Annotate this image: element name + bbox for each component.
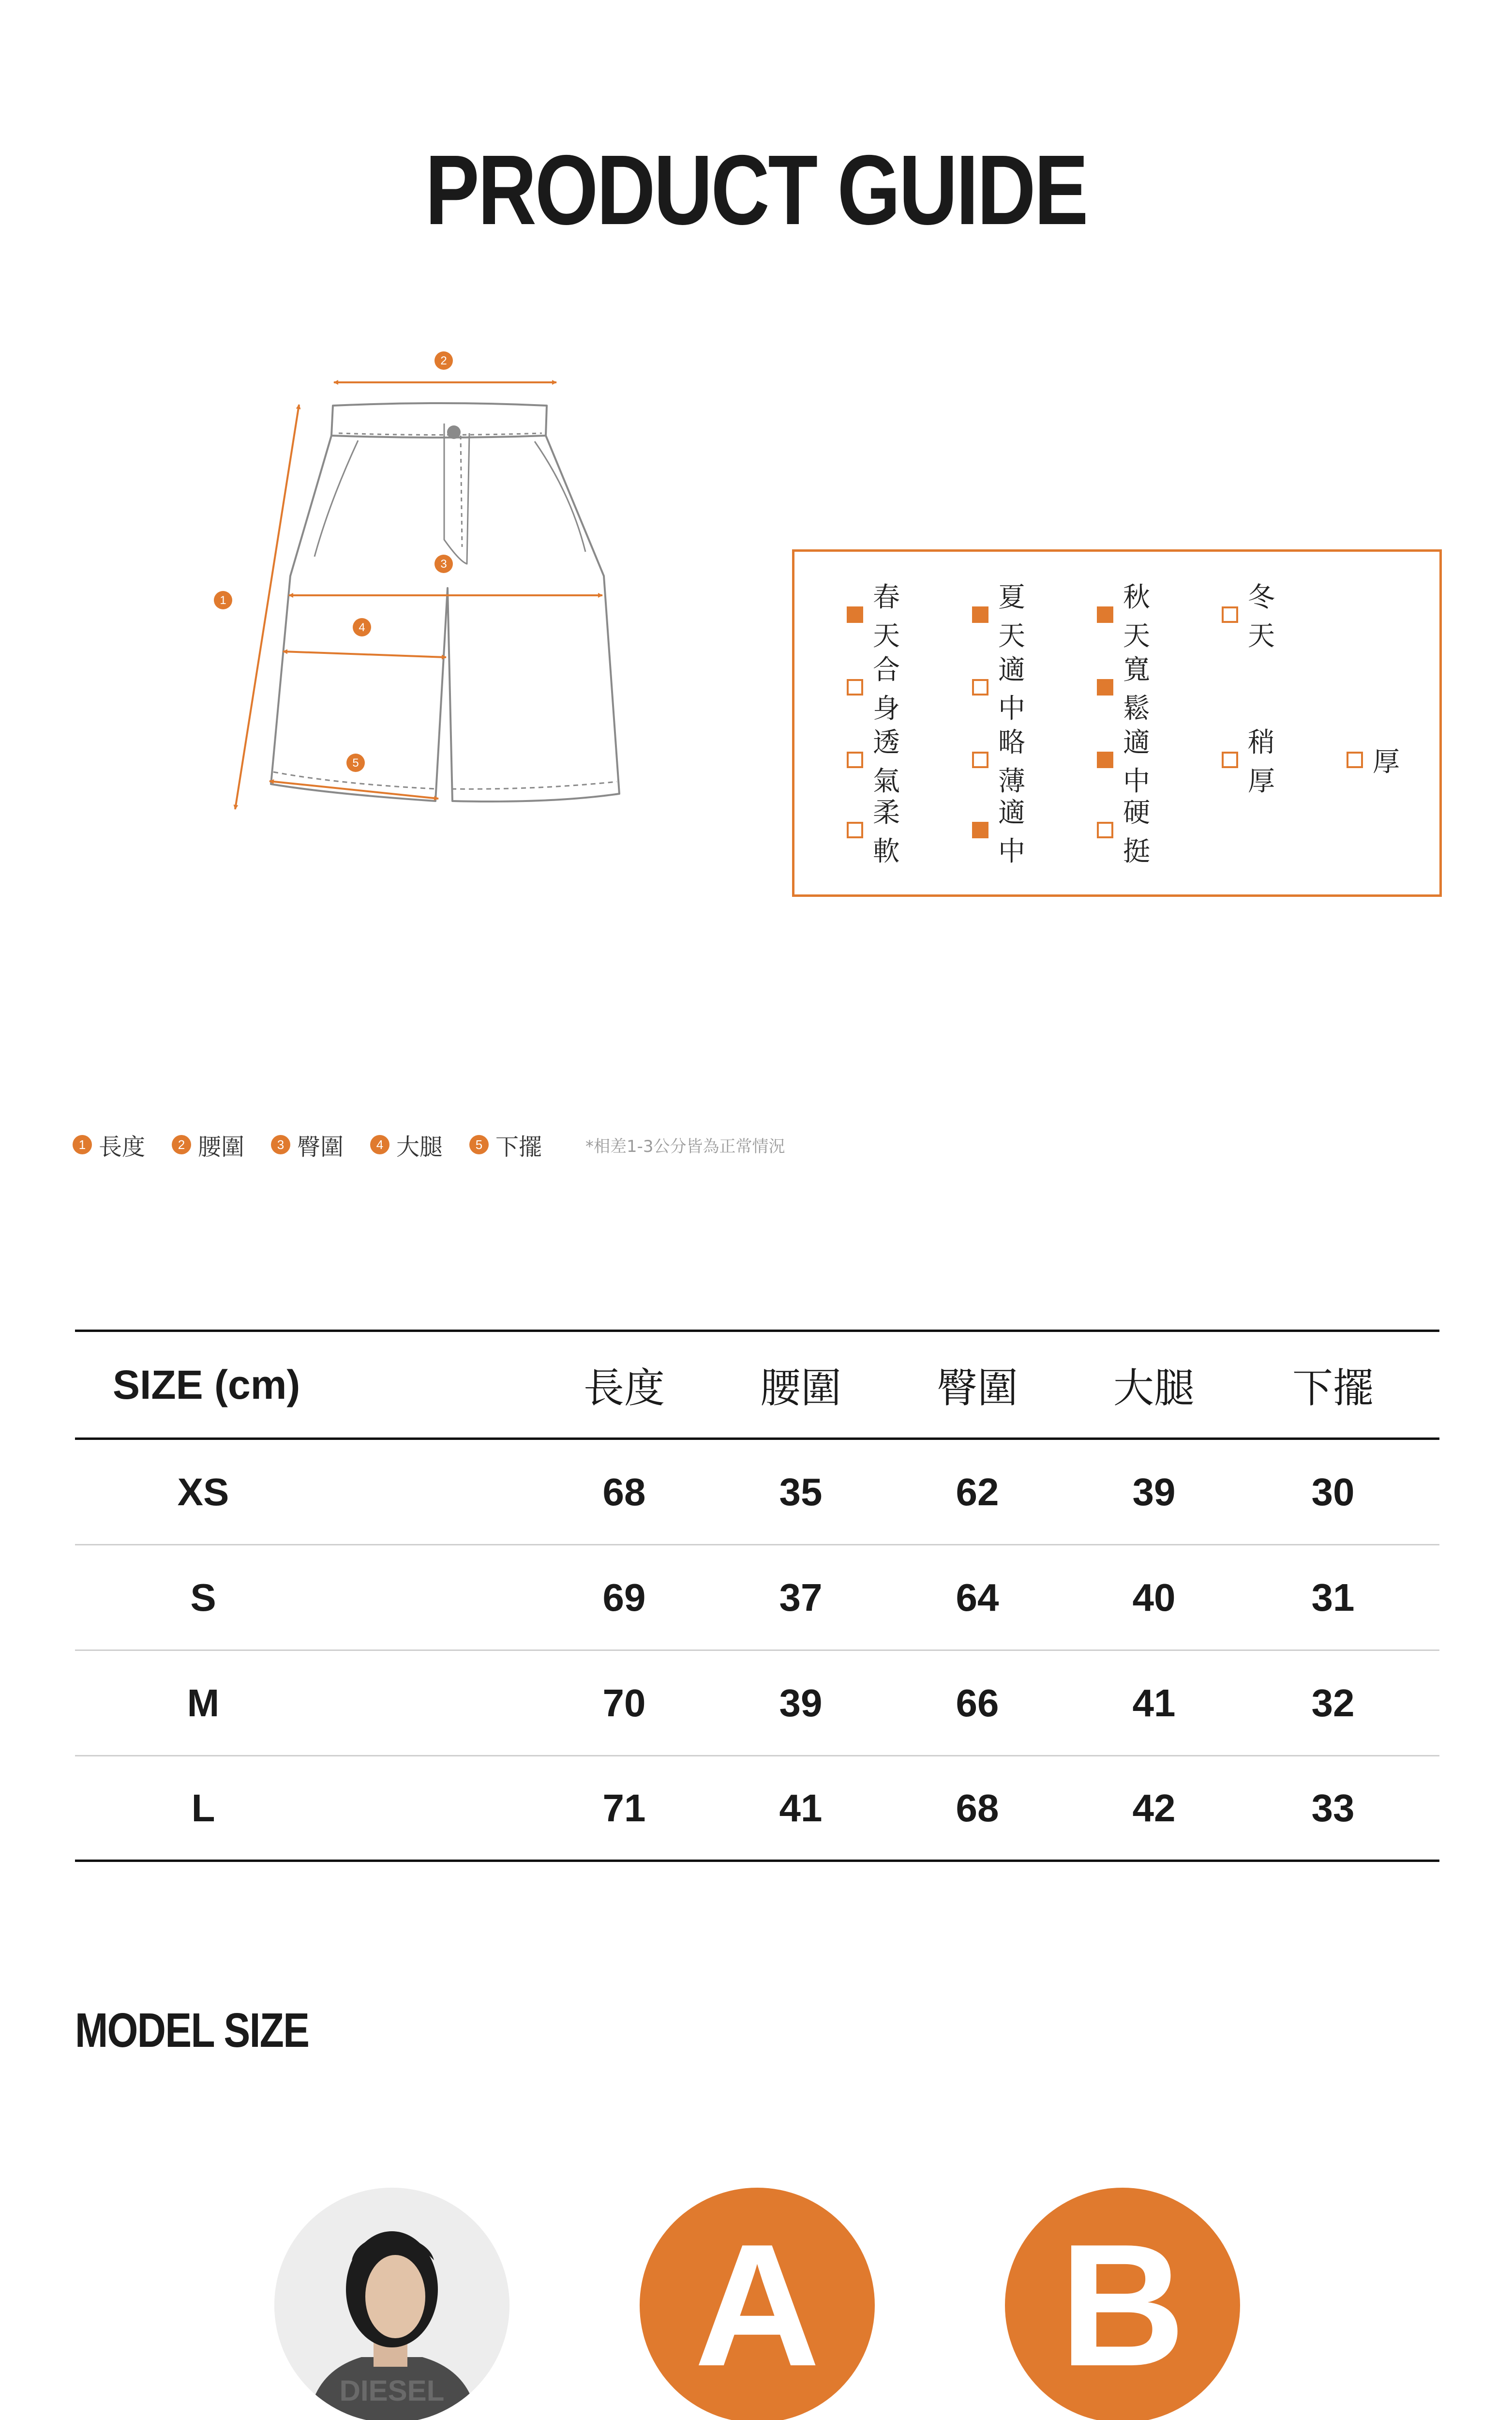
table-cell: 66 [956,1681,999,1724]
checkbox-icon [972,752,988,768]
table-cell: 35 [779,1470,823,1513]
feature-label: 夏天 [998,582,1025,652]
checkbox-icon [847,679,863,696]
table-cell: 69 [602,1575,646,1619]
feature-label: 冬天 [1248,582,1275,652]
table-cell: 40 [1132,1575,1176,1619]
checkbox-icon [1097,606,1113,623]
legend-item-hip [271,1128,344,1162]
feature-item [847,727,900,797]
checkbox-icon [972,679,988,696]
table-row [75,1651,1439,1756]
svg-text:4: 4 [359,621,365,634]
table-row [75,1545,1439,1651]
legend-label: 臀圍 [297,1133,344,1161]
table-row [75,1440,1439,1545]
table-cell: 64 [956,1575,999,1619]
svg-text:DIESEL: DIESEL [339,2375,445,2407]
feature-item [1097,582,1150,652]
model-avatar-a: A [640,2188,875,2420]
legend-item-thigh [370,1128,443,1162]
checkbox-icon [1097,752,1113,768]
model-avatar-b: B [1005,2188,1240,2420]
feature-item [1097,654,1150,725]
feature-item [972,797,1025,867]
feature-item [972,727,1025,797]
legend-label: 下擺 [495,1133,542,1161]
feature-item [847,797,900,867]
checkbox-icon [1097,822,1113,838]
checkbox-icon [1347,752,1363,768]
feature-item [847,582,900,652]
feature-label: 秋天 [1123,582,1150,652]
table-cell: M [187,1681,220,1724]
shorts-measurement-diagram [203,334,639,837]
table-row [75,1756,1439,1862]
tolerance-note: *相差1-3公分皆為正常情況 [585,1136,785,1156]
number-badge: 2 [172,1135,191,1154]
table-cell: 41 [1132,1681,1176,1724]
table-cell: 62 [956,1470,999,1513]
number-badge: 3 [271,1135,290,1154]
svg-text:5: 5 [352,756,359,770]
feature-item [1347,741,1400,779]
marker-3 [434,555,453,573]
marker-5 [346,754,365,772]
table-cell: 68 [602,1470,646,1513]
table-header: 腰圍 [760,1364,841,1412]
table-header: SIZE (cm) [113,1361,300,1407]
feature-label: 稍厚 [1248,727,1275,797]
feature-item [1222,582,1275,652]
feature-label: 透氣 [873,727,900,797]
feature-item [847,654,900,725]
legend-item-waist [172,1128,244,1162]
size-table [75,1330,1439,1862]
marker-2 [434,351,453,370]
feature-label: 寬鬆 [1123,654,1150,725]
model-size-heading: MODEL SIZE [75,2003,309,2057]
number-badge: 1 [73,1135,92,1154]
checkbox-icon [1222,606,1238,623]
svg-text:2: 2 [440,354,447,367]
marker-4 [353,618,371,636]
table-header-row [75,1330,1439,1440]
feature-label: 厚 [1373,746,1400,778]
table-cell: XS [177,1470,229,1513]
legend-label: 大腿 [396,1133,443,1161]
feature-label: 適中 [1123,727,1150,797]
table-header: 長度 [583,1364,665,1412]
feature-label: 柔軟 [873,797,900,867]
table-cell: 71 [602,1786,646,1830]
feature-label: 略薄 [998,727,1025,797]
measurement-legend [73,1128,1040,1162]
model-photo [274,2188,509,2420]
feature-checklist [792,549,1442,897]
feature-label: 適中 [998,797,1025,867]
feature-label: 春天 [873,582,900,652]
table-cell: 39 [779,1681,823,1724]
number-badge: 5 [469,1135,489,1154]
svg-text:3: 3 [440,558,447,571]
feature-label: 合身 [873,654,900,725]
button-icon [447,425,461,439]
table-cell: 42 [1132,1786,1176,1830]
legend-label: 腰圍 [198,1133,245,1161]
table-cell: 68 [956,1786,999,1830]
checkbox-icon [972,822,988,838]
page-title: PRODUCT GUIDE [425,135,1087,245]
table-header: 下擺 [1292,1364,1374,1412]
legend-item-length [73,1128,145,1162]
checkbox-icon [972,606,988,623]
table-cell: 41 [779,1786,823,1830]
table-cell: S [190,1575,216,1619]
table-cell: 39 [1132,1470,1176,1513]
marker-1 [214,591,232,609]
table-cell: 30 [1311,1470,1355,1513]
legend-label: 長度 [99,1133,146,1161]
shorts-outline [271,403,619,802]
feature-item [1097,797,1150,867]
feature-label: 硬挺 [1123,797,1150,867]
checkbox-icon [1097,679,1113,696]
table-header: 大腿 [1113,1364,1195,1412]
table-cell: 70 [602,1681,646,1724]
feature-item [1222,727,1275,797]
checkbox-icon [847,822,863,838]
table-cell: 33 [1311,1786,1355,1830]
svg-text:1: 1 [220,594,226,607]
checkbox-icon [847,752,863,768]
feature-item [972,654,1025,725]
feature-label: 適中 [998,654,1025,725]
table-cell: L [191,1786,215,1830]
checkbox-icon [847,606,863,623]
checkbox-icon [1222,752,1238,768]
feature-item [972,582,1025,652]
feature-item [1097,727,1150,797]
table-cell: 32 [1311,1681,1355,1724]
table-header: 臀圍 [936,1364,1018,1412]
legend-item-hem [469,1128,542,1162]
table-cell: 31 [1311,1575,1355,1619]
number-badge: 4 [370,1135,389,1154]
table-cell: 37 [779,1575,823,1619]
